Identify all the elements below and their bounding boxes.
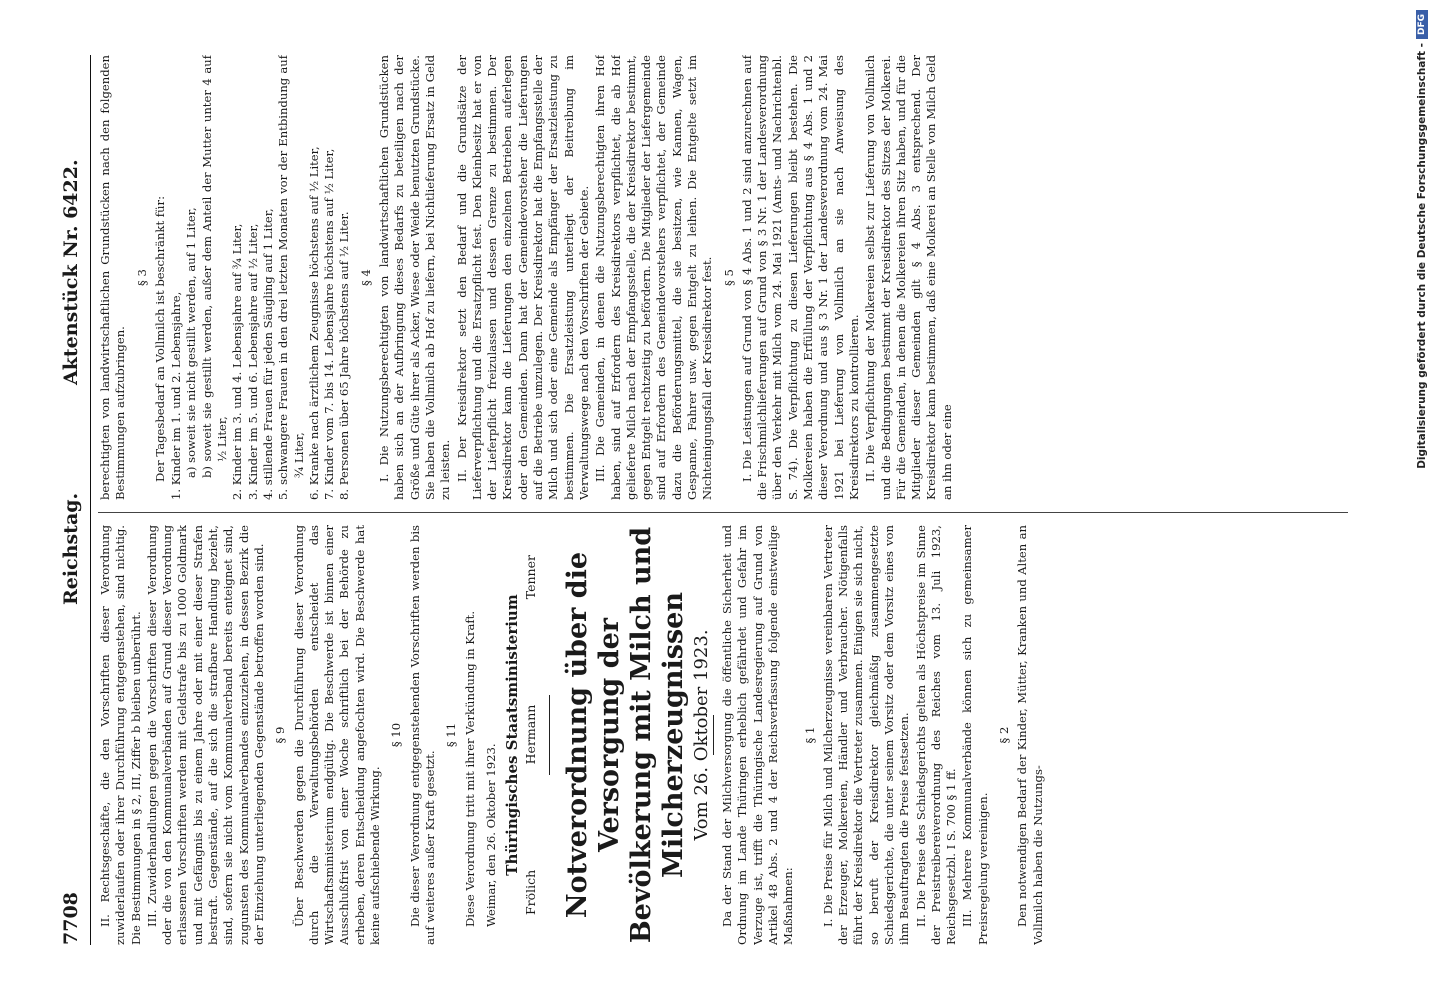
section-heading: § 4 [358, 269, 373, 286]
paragraph: berechtigten von landwirtschaftlichen Grundstücken nach den folgenden Bestimmungen aufzubringen. [98, 55, 128, 500]
page-header [60, 55, 91, 945]
left-column [98, 525, 1348, 945]
list-item: 1. Kinder im 1. und 2. Lebensjahre, [169, 291, 184, 500]
paragraph: Der Tagesbedarf an Vollmilch ist beschränkt für: [152, 195, 167, 482]
paragraph: Da der Stand der Milchversorgung die öffentliche Sicherheit und Ordnung im Lande Thüringen erheblich gefährdet und Gefahr im Verzuge ist, trifft die Thüringische Landesregierung auf Grund von Artikel 48 Abs. 2 und 4 der Reichsverfassung folgende einstweilige Maßnahmen: [720, 525, 796, 945]
signer-name: Tenner [523, 555, 539, 600]
section-heading: § 3 [134, 269, 149, 286]
signers [523, 525, 538, 945]
paragraph: Die dieser Verordnung entgegenstehenden Vorschriften werden bis auf weiteres außer Kraft gesetzt. [407, 525, 437, 945]
section-heading: § 5 [721, 269, 736, 286]
ordinance-title: Notverordnung über die Versorgung der Bevölkerung mit Milch und Milcherzeugnissen [561, 526, 689, 944]
paragraph: III. Mehrere Kommunalverbände können sich zu gemeinsamer Preisregelung vereinigen. [960, 525, 990, 945]
running-title: Reichstag. [60, 492, 82, 605]
signer-name: Frölich [523, 869, 539, 915]
list-item: 4. stillende Frauen für jeden Säugling auf 1 Liter, [260, 208, 275, 500]
dfg-logo: DFG [1416, 10, 1428, 39]
section-heading: § 11 [444, 722, 459, 748]
paragraph: Den notwendigen Bedarf der Kinder, Mütter, Kranken und Alten an Vollmilch haben die Nutzungs- [1015, 525, 1045, 945]
divider [549, 695, 550, 775]
signature-date: Weimar, den 26. Oktober 1923. [483, 743, 498, 927]
document-number: Aktenstück Nr. 6422. [60, 159, 82, 385]
paragraph: III. Die Gemeinden, in denen die Nutzungsberechtigten ihren Hof haben, sind auf Erfordern des Kreisdirektors verpflichtet, die ab Hof gelieferte Milch nach der Empfangsstelle, die der Kreisdirektor bestimmt, gegen Entgelt rechtzeitig zu befördern. Die Mitglieder der Liefergemeinde sind auf Erfordern des Gemeindevorstehers verpflichtet, der Gemeinde dazu die Beförderungsmittel, die sie besitzen, wie Kannen, Wagen, Gespanne, Fahrer usw. gegen Entgelt zu leihen. Die Entgelte setzt im Nichteinigungsfall der Kreisdirektor fest. [593, 55, 715, 500]
digitization-note [1414, 10, 1430, 990]
list-item: b) soweit sie gestillt werden, außer dem Anteil der Mutter unter 4 auf ½ Liter, [199, 55, 230, 478]
ordinance-date: Vom 26. Oktober 1923. [690, 629, 712, 841]
paragraph: Diese Verordnung tritt mit ihrer Verkündung in Kraft. [462, 610, 477, 927]
list-item: a) soweit sie nicht gestillt werden, auf 1 Liter, [184, 207, 199, 478]
right-column [98, 55, 1348, 500]
paragraph: II. Rechtsgeschäfte, die den Vorschriften dieser Verordnung zuwiderlaufen oder ihrer Durchführung entgegenstehen, sind nichtig. Die Bestimmungen in § 2, III, Ziffer b bleiben unberührt. [98, 525, 143, 945]
list-item: 6. Kranke nach ärztlichem Zeugnisse höchstens auf ½ Liter, [306, 146, 321, 500]
section-heading: § 1 [802, 726, 817, 744]
paragraph: I. Die Preise für Milch und Milcherzeugnisse vereinbaren Vertreter der Erzeuger, Molkereien, Händler und Verbraucher. Nötigenfalls führt der Kreisdirektor die Vertreter zusammen. Einigen sie sich nicht, so beruft der Kreisdirektor gleichmäßig zusammengesetzte Schiedsgerichte, die unter seinem Vorsitz oder dem Vorsitz eines von ihm Beauftragten die Preise festsetzen. [820, 525, 912, 945]
column-divider [98, 512, 1348, 513]
paragraph: II. Die Preise des Schiedsgerichts gelten als Höchstpreise im Sinne der Preistreibereiverordnung des Reiches vom 13. Juli 1923, Reichsgesetzbl. I S. 700 § 1 ff. [913, 525, 959, 945]
signer-name: Hermann [523, 704, 539, 765]
list-item: 3. Kinder im 5. und 6. Lebensjahre auf ½ Liter, [245, 223, 260, 500]
list-item: 5. schwangere Frauen in den drei letzten Monaten vor der Entbindung auf ¾ Liter, [276, 55, 306, 500]
divider [713, 715, 714, 755]
paragraph: III. Zuwiderhandlungen gegen die Vorschriften dieser Verordnung oder die von den Kommunalverbänden auf Grund dieser Verordnung erlassenen Vorschriften werden mit Geldstrafe bis zu 1000 Goldmark und mit Gefängnis bis zu einem Jahre oder mit einer dieser Strafen bestraft. Gegenstände, auf die sich die strafbare Handlung bezieht, sind, sofern sie nicht vom Kommunalverband bereits enteignet sind, zugunsten des Kommunalverbandes einzuziehen, in dessen Bezirk die der Einziehung unterliegenden Gegenstände betroffen worden sind. [144, 525, 266, 945]
ministry-name: Thüringisches Staatsministerium [503, 594, 522, 876]
list-item: 7. Kinder vom 7. bis 14. Lebensjahre höchstens auf ½ Liter, [322, 148, 337, 500]
paragraph: II. Der Kreisdirektor setzt den Bedarf und die Grundsätze der Lieferverpflichtung und die Ersatzpflicht fest. Den Kleinbesitz hat er von der Lieferpflicht freizulassen und dessen Grenze zu bestimmen. Der Kreisdirektor kann die Lieferungen den einzelnen Betrieben auferlegen oder den Gemeinden. Dann hat der Gemeindevorsteher die Lieferungen auf die Betriebe umzulegen. Der Kreisdirektor hat die Empfangsstelle der Milch und sich oder eine Gemeinde als Empfänger der Ersatzleistung zu bestimmen. Die Ersatzleistung unterliegt der Beitreibung im Verwaltungswege nach den Vorschriften der Gebiete. [454, 55, 591, 500]
section-heading: § 2 [997, 726, 1012, 744]
section-heading: § 9 [273, 726, 288, 744]
paragraph: Über Beschwerden gegen die Durchführung dieser Verordnung durch die Verwaltungsbehörden entscheidet das Wirtschaftsministerium endgültig. Die Beschwerde ist binnen einer Ausschlußfrist von einer Woche schriftlich bei der Behörde zu erheben, deren Entscheidung angefochten wird. Die Beschwerde hat keine aufschiebende Wirkung. [291, 525, 383, 945]
paragraph: I. Die Nutzungsberechtigten von landwirtschaftlichen Grundstücken haben sich an der Aufbringung dieses Bedarfs zu beteiligen nach der Größe und Güte ihrer als Acker, Wiese oder Weide benutzten Grundstücke. Sie haben die Vollmilch ab Hof zu liefern, bei Nichtlieferung Ersatz in Geld zu leisten. [377, 55, 453, 500]
page-number: 7708 [60, 892, 82, 945]
funding-note: Digitalisierung gefördert durch die Deutsche Forschungsgemeinschaft - [1416, 43, 1428, 469]
paragraph: I. Die Leistungen auf Grund von § 4 Abs. 1 und 2 sind anzurechnen auf die Frischmilchlieferungen auf Grund von § 3 Nr. 1 der Landesverordnung über den Verkehr mit Milch vom 24. Mai 1921 (Amts- und Nachrichtenbl. S. 74). Die Verpflichtung zu diesen Lieferungen bleibt bestehen. Die Molkereien haben die Erfüllung der Verpflichtung aus § 4 Abs. 1 und 2 dieser Verordnung und aus § 3 Nr. 1 der Landesverordnung vom 24. Mai 1921 bei Lieferung von Vollmilch an sie nach Anweisung des Kreisdirektors zu kontrollieren. [739, 55, 861, 500]
paragraph: II. Die Verpflichtung der Molkereien selbst zur Lieferung von Vollmilch und die Bedingungen bestimmt der Kreisdirektor des Sitzes der Molkerei. Für die Gemeinden, in denen die Molkereien ihren Sitz haben, und für die Mitglieder dieser Gemeinden gilt § 4 Abs. 3 entsprechend. Der Kreisdirektor kann bestimmen, daß eine Molkerei an Stelle von Milch Geld an ihn oder eine [863, 55, 954, 500]
list-item: 8. Personen über 65 Jahre höchstens auf ½ Liter. [337, 211, 352, 500]
list-item: 2. Kinder im 3. und 4. Lebensjahre auf ¾ Liter, [230, 223, 245, 500]
section-heading: § 10 [389, 722, 404, 748]
